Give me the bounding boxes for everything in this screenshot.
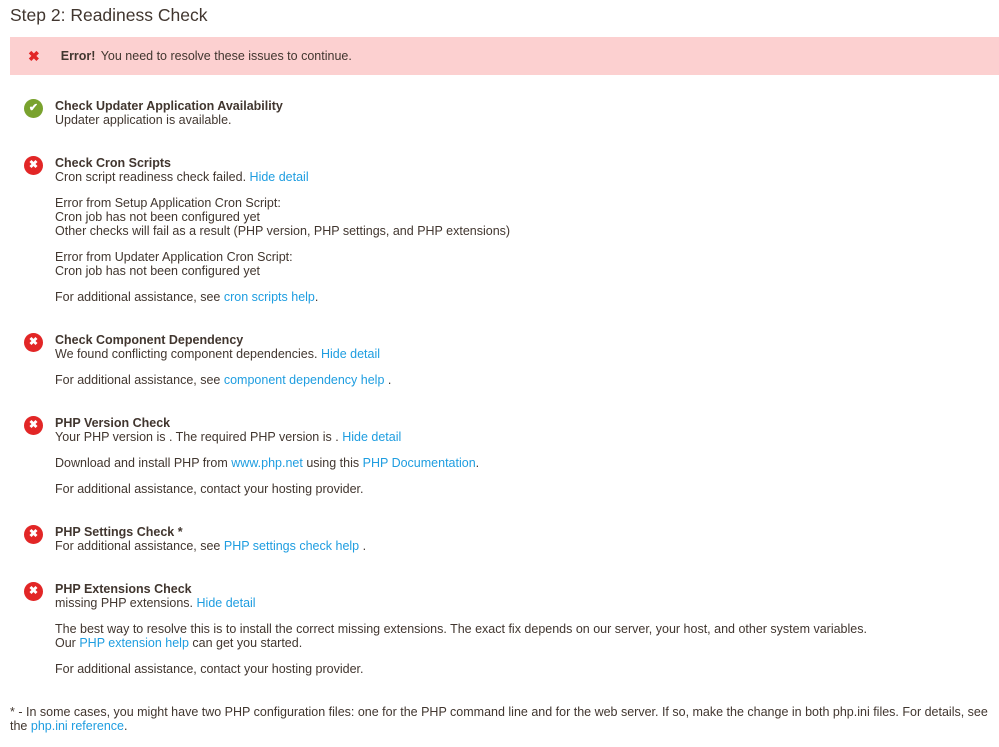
check-message: missing PHP extensions. — [55, 596, 194, 610]
detail-line: Cron job has not been configured yet — [55, 210, 260, 224]
check-body — [55, 333, 391, 387]
check-message-line — [55, 170, 510, 184]
error-cross-icon: ✖ — [28, 48, 40, 64]
check-message-line — [55, 596, 867, 610]
check-message: Updater application is available. — [55, 113, 232, 127]
download-mid: using this — [306, 456, 360, 470]
check-item-updater-availability — [10, 99, 989, 127]
error-cross-icon: ✖ — [24, 416, 43, 435]
hide-detail-link[interactable]: Hide detail — [249, 170, 309, 184]
hide-detail-link[interactable]: Hide detail — [342, 430, 402, 444]
component-dependency-help-link[interactable]: component dependency help — [223, 373, 385, 387]
footnote-prefix: * - In some cases, you might have two PHP configuration files: one for the PHP command line and for the web server. If so, make the change in both php.ini files. For details, see the — [10, 705, 988, 733]
detail-paragraph — [55, 196, 510, 238]
check-message: Cron script readiness check failed. — [55, 170, 247, 184]
help-suffix: . — [362, 539, 367, 553]
error-cross-icon: ✖ — [24, 333, 43, 352]
hide-detail-link[interactable]: Hide detail — [320, 347, 381, 361]
detail-line2-prefix: Our — [55, 636, 76, 650]
error-banner-message: You need to resolve these issues to continue. — [100, 49, 352, 63]
error-banner-label: Error! — [60, 49, 96, 63]
php-ini-reference-link[interactable]: php.ini reference — [30, 719, 124, 733]
detail-line2 — [55, 636, 867, 650]
help-line — [55, 539, 366, 553]
help-prefix: For additional assistance, see — [55, 539, 221, 553]
error-cross-icon: ✖ — [24, 582, 43, 601]
error-cross-icon: ✖ — [24, 525, 43, 544]
check-body — [55, 99, 283, 127]
check-body — [55, 582, 867, 676]
check-title: Check Updater Application Availability — [55, 99, 283, 113]
detail-paragraph — [55, 622, 867, 650]
download-suffix: . — [475, 456, 480, 470]
help-line — [55, 373, 391, 387]
check-title: PHP Version Check — [55, 416, 171, 430]
check-body — [55, 156, 510, 304]
detail-line: Error from Setup Application Cron Script: — [55, 196, 281, 210]
check-title: Check Component Dependency — [55, 333, 244, 347]
download-line — [55, 456, 479, 470]
help-prefix: For additional assistance, see — [55, 290, 221, 304]
error-banner — [10, 37, 999, 75]
page-title: Step 2: Readiness Check — [10, 5, 208, 25]
php-extension-help-link[interactable]: PHP extension help — [79, 636, 189, 650]
detail-line: The best way to resolve this is to install the correct missing extensions. The exact fix depends on our server, your host, and other system variables. — [55, 622, 867, 636]
assist-line: For additional assistance, contact your hosting provider. — [55, 482, 364, 496]
help-line — [55, 290, 510, 304]
hide-detail-link[interactable]: Hide detail — [196, 596, 256, 610]
php-documentation-link[interactable]: PHP Documentation — [362, 456, 476, 470]
footnote-suffix: . — [124, 719, 128, 733]
check-message: Your PHP version is . The required PHP version is . — [55, 430, 339, 444]
check-item-php-settings — [10, 525, 989, 553]
check-item-php-extensions — [10, 582, 989, 676]
download-prefix: Download and install PHP from — [55, 456, 228, 470]
check-message: We found conflicting component dependencies. — [55, 347, 318, 361]
check-item-php-version — [10, 416, 989, 496]
detail-line2-suffix: can get you started. — [192, 636, 303, 650]
cron-scripts-help-link[interactable]: cron scripts help — [223, 290, 315, 304]
check-title: PHP Settings Check * — [55, 525, 183, 539]
error-cross-icon: ✖ — [24, 156, 43, 175]
help-suffix: . — [387, 373, 392, 387]
detail-paragraph — [55, 250, 510, 278]
error-banner-text — [61, 49, 352, 63]
help-prefix: For additional assistance, see — [55, 373, 221, 387]
php-net-link[interactable]: www.php.net — [231, 456, 303, 470]
check-item-cron-scripts — [10, 156, 989, 304]
detail-line: Cron job has not been configured yet — [55, 264, 260, 278]
check-message-line — [55, 430, 479, 444]
assist-line: For additional assistance, contact your hosting provider. — [55, 662, 364, 676]
check-body — [55, 416, 479, 496]
check-title: PHP Extensions Check — [55, 582, 192, 596]
php-ini-footnote — [10, 705, 989, 733]
detail-line: Error from Updater Application Cron Script: — [55, 250, 293, 264]
help-suffix: . — [314, 290, 319, 304]
check-body — [55, 525, 366, 553]
check-title: Check Cron Scripts — [55, 156, 172, 170]
success-check-icon: ✔ — [24, 99, 43, 118]
check-message-line — [55, 347, 391, 361]
php-settings-help-link[interactable]: PHP settings check help — [223, 539, 360, 553]
detail-line: Other checks will fail as a result (PHP version, PHP settings, and PHP extensions) — [55, 224, 511, 238]
check-item-component-dependency — [10, 333, 989, 387]
